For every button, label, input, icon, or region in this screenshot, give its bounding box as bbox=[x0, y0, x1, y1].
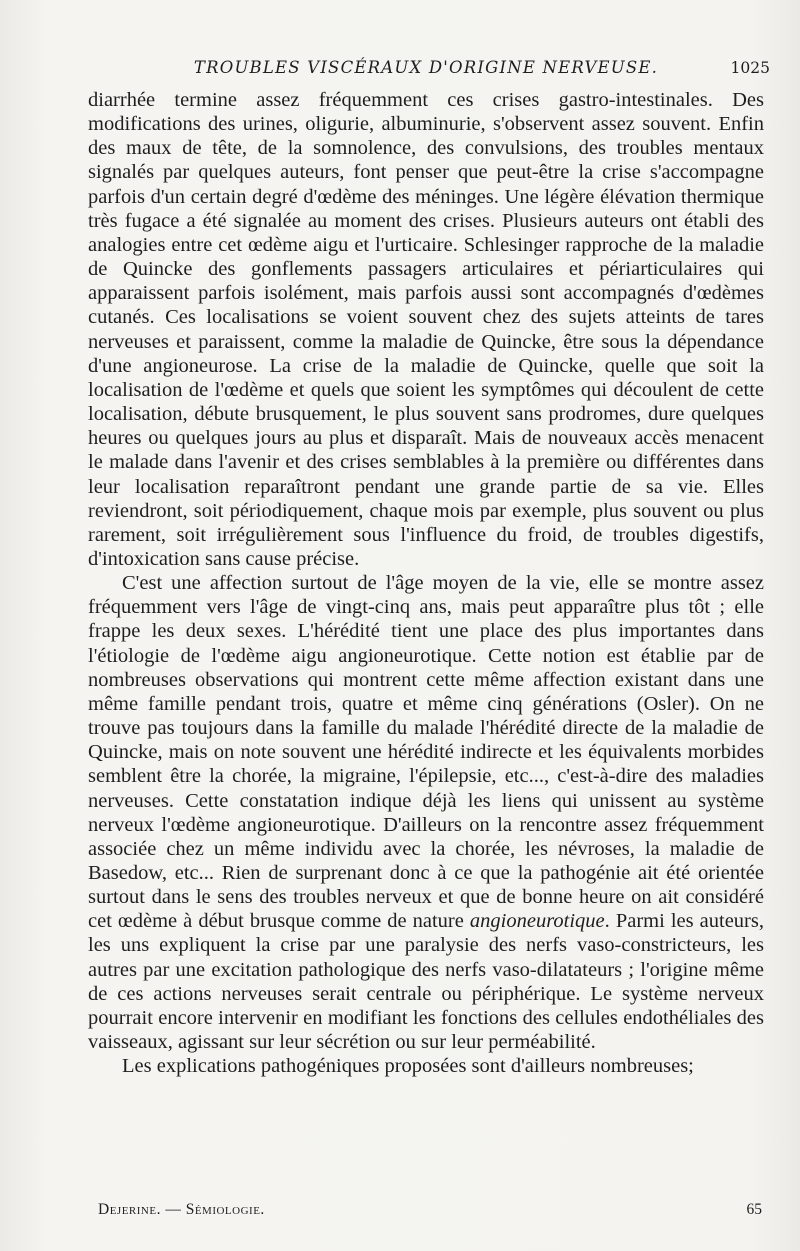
paragraph-pathogeny: Les explications pathogéniques proposées sont d'ailleurs nombreuses; bbox=[122, 1055, 694, 1078]
page-number: 1025 bbox=[730, 59, 770, 77]
page-header bbox=[88, 54, 770, 82]
footer-separator: — bbox=[165, 1201, 182, 1218]
footer-credit bbox=[98, 1201, 265, 1219]
footer-author: Dejerine. bbox=[98, 1201, 161, 1218]
paragraph-continuation: diarrhée termine assez fréquemment ces crises gastro-intestinales. Des modifications des urines, oligurie, albuminurie, s'observent assez souvent. Enfin des maux de tête, de la somnolence, des convulsions, des troubles mentaux signalés par quelques auteurs, font penser que peut-être la crise s'accompagne parfois d'un certain degré d'œdème des méninges. Une légère élévation thermique très fugace a été signalée au moment des crises. Plusieurs auteurs ont établi des analogies entre cet œdème aigu et l'urticaire. Schlesinger rapproche de la maladie de Quincke des gonflements passagers articulaires et périarticulaires qui apparaissent parfois isolément, mais parfois aussi sont accompagnés d'œdèmes cutanés. Ces localisations se voient souvent chez des sujets atteints de tares nerveuses et paraissent, comme la maladie de Quincke, être sous la dépendance d'une angioneurose. La crise de la maladie de Quincke, quelle que soit la localisation de l'œdème et quels que soient les symptômes qui découlent de cette localisation, débute brusquement, le plus souvent sans prodromes, dure quelques heures ou quelques jours au plus et disparaît. Mais de nouveaux accès menacent le malade dans l'avenir et des crises semblables à la première ou différentes dans leur localisation reparaîtront pendant une grande partie de sa vie. Elles reviendront, soit périodiquement, chaque mois par exemple, plus souvent ou plus rarement, soit irrégulièrement sous l'influence du froid, de troubles digestifs, d'intoxication sans cause précise. bbox=[88, 89, 764, 570]
paragraph-etiology bbox=[88, 571, 764, 1054]
body-text bbox=[88, 88, 764, 1078]
paragraph-etiology-text: C'est une affection surtout de l'âge moyen de la vie, elle se montre assez fréquemment vers l'âge de vingt-cinq ans, mais peut apparaître plus tôt ; elle frappe les deux sexes. L'hérédité tient une place des plus importantes dans l'étiologie de l'œdème aigu angioneurotique. Cette notion est établie par de nombreuses observations qui montrent cette même affection existant dans une même famille pendant trois, quatre et même cinq générations (Osler). On ne trouve pas toujours dans la famille du malade l'hérédité directe de la maladie de Quincke, mais on note souvent une hérédité indirecte et les équivalents morbides semblent être la chorée, la migraine, l'épilepsie, etc..., c'est-à-dire des maladies nerveuses. Cette constatation indique déjà les liens qui unissent au système nerveux l'œdème angioneurotique. D'ailleurs on la rencontre assez fréquemment associée chez un même individu avec la chorée, les névroses, la maladie de Basedow, etc... Rien de surprenant donc à ce que la pathogénie ait été orientée surtout dans le sens des troubles nerveux et que de bonne heure on ait considéré cet œdème à début brusque comme de nature bbox=[88, 572, 764, 933]
footer-signature: 65 bbox=[746, 1201, 762, 1218]
running-title: TROUBLES VISCÉRAUX D'ORIGINE NERVEUSE. bbox=[193, 58, 659, 77]
paragraph-etiology-continuation: . Parmi les auteurs, les uns expliquent la crise par une paralysie des nerfs vaso-constricteurs, les autres par une excitation pathologique des nerfs vaso-dilatateurs ; l'origine même de ces actions nerveuses serait centrale ou périphérique. Le système nerveux pourrait encore intervenir en modifiant les fonctions des cellules endothéliales des vaisseaux, agissant sur leur sécrétion ou sur leur perméabilité. bbox=[88, 910, 764, 1054]
footer-title: Sémiologie. bbox=[185, 1201, 265, 1218]
italic-term: angioneurotique bbox=[469, 910, 605, 933]
page-footer bbox=[88, 1197, 764, 1223]
